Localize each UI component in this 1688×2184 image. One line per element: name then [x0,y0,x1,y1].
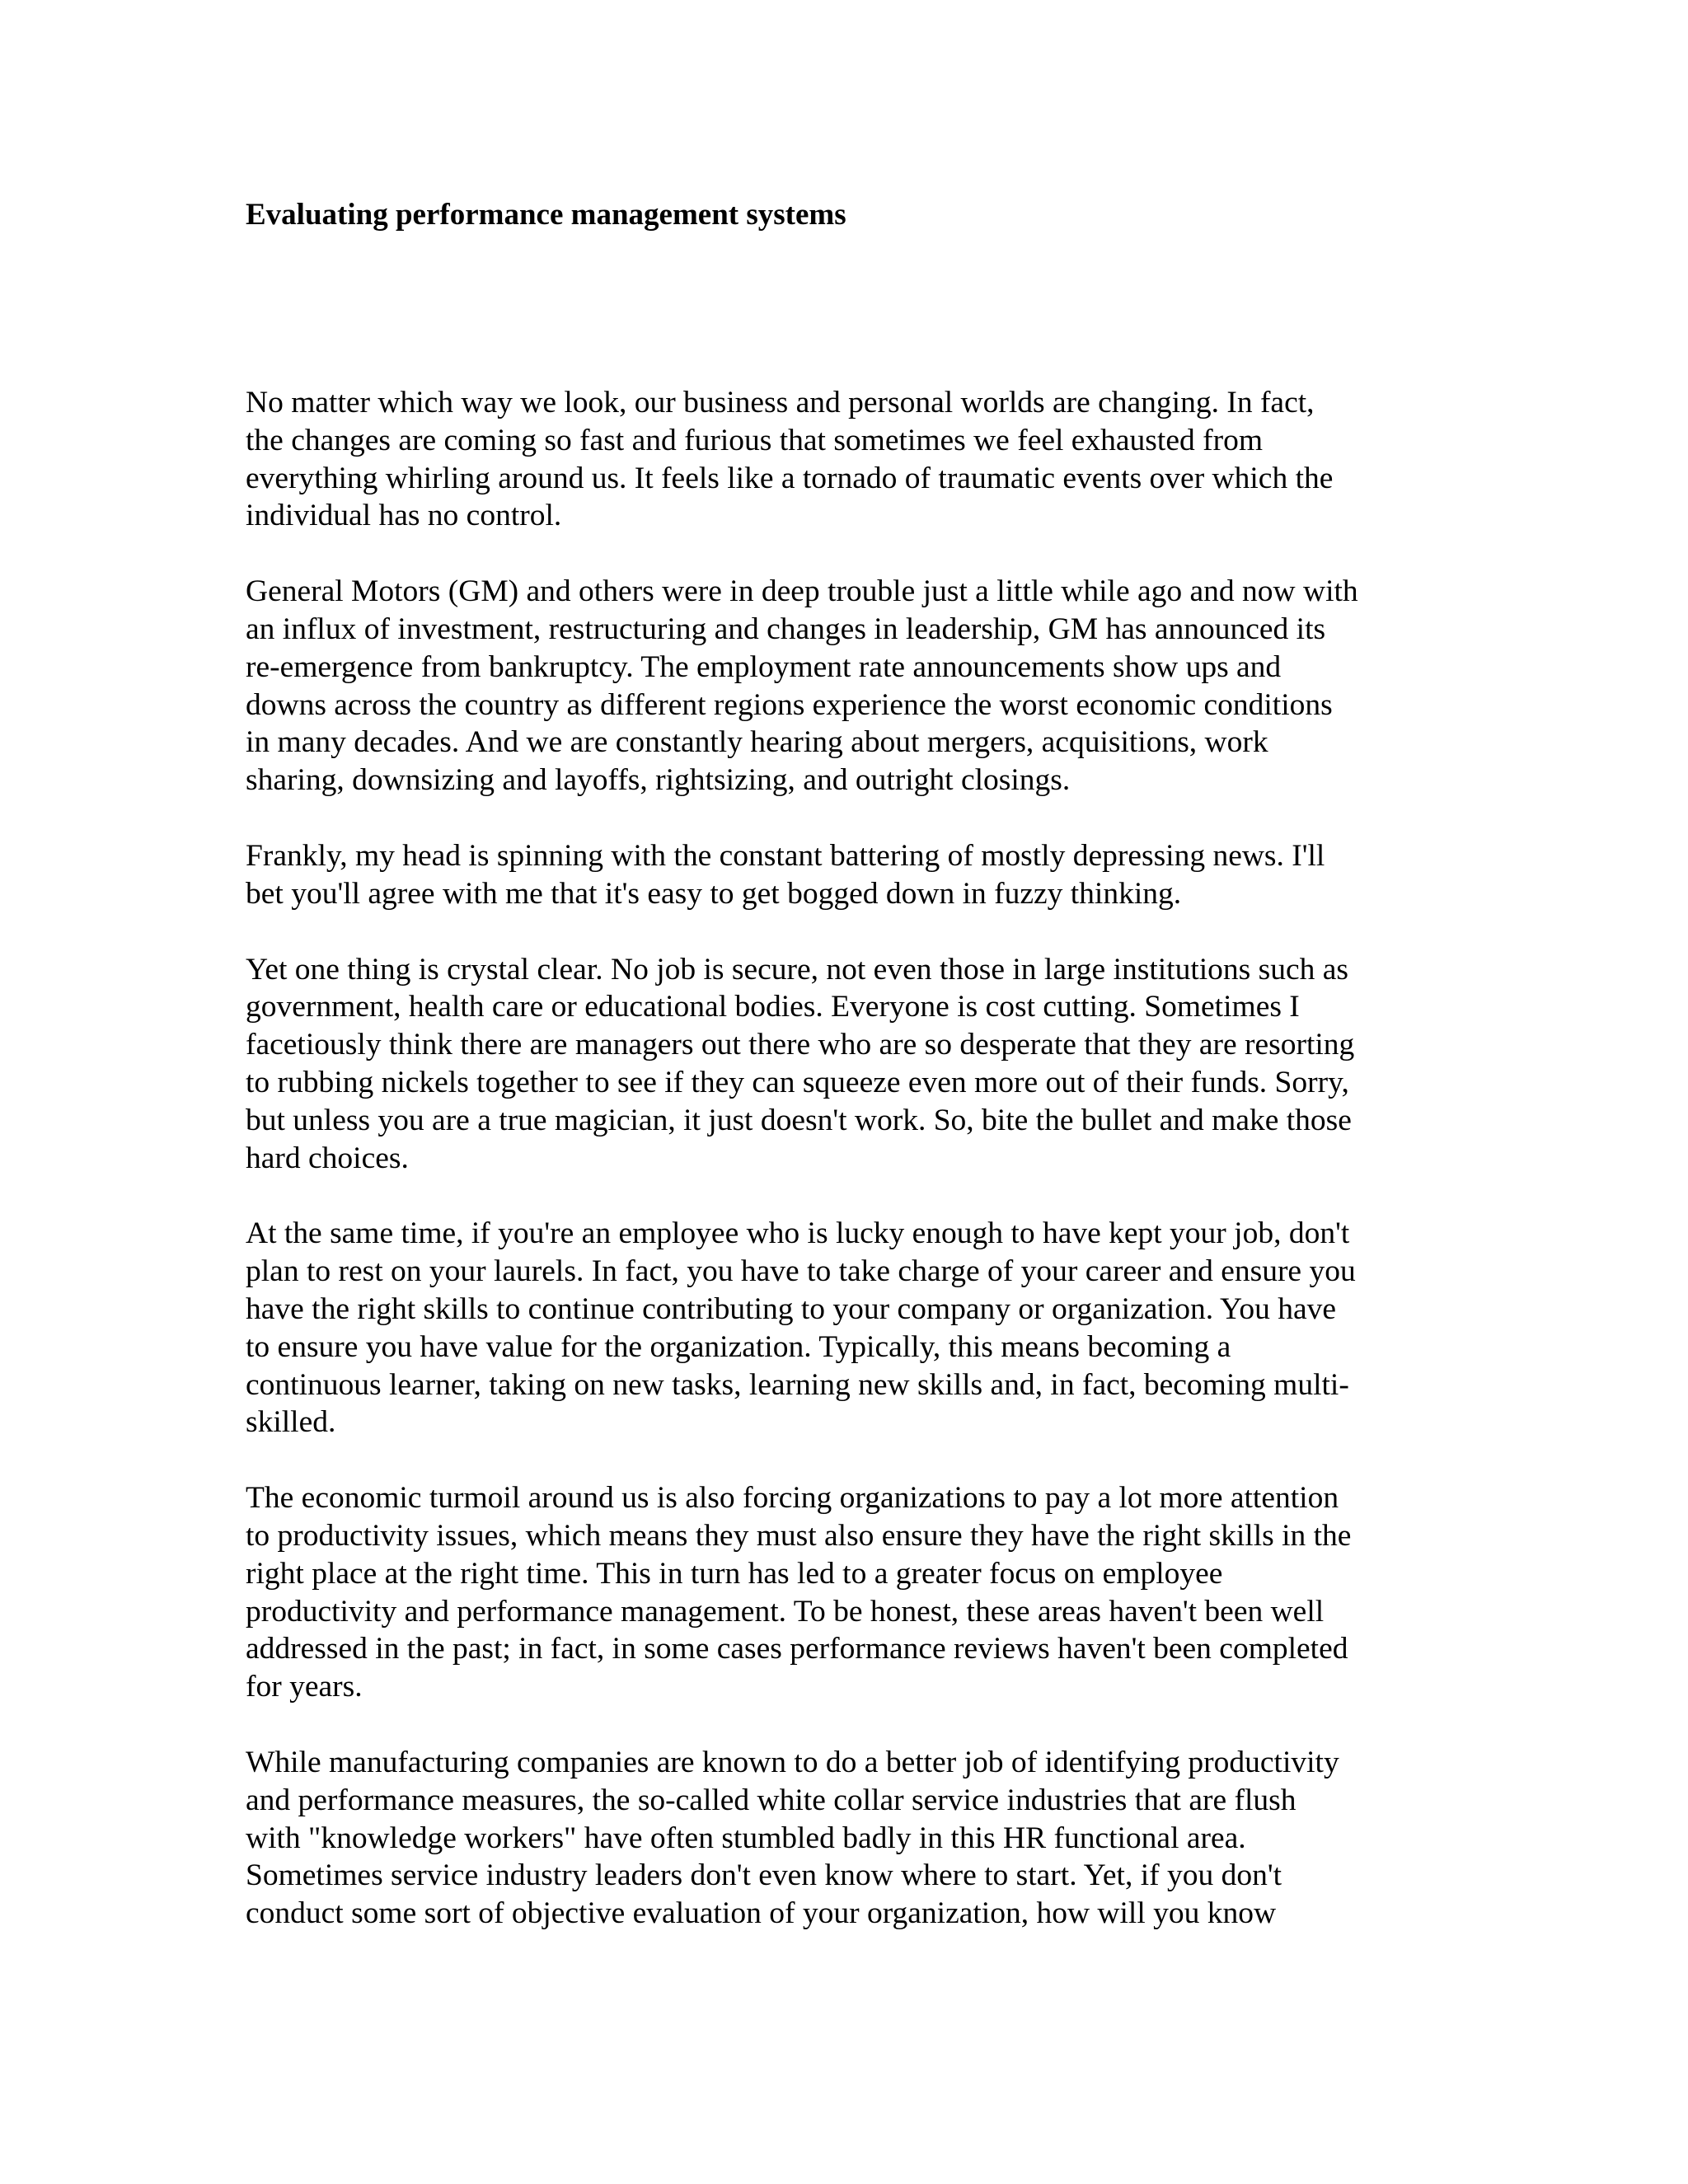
body-paragraph [246,837,1449,913]
paragraph-line: with "knowledge workers" have often stumbled badly in this HR functional area. [246,1821,1246,1855]
paragraph-line: have the right skills to continue contributing to your company or organization. You have [246,1291,1337,1326]
paragraph-line: productivity and performance management. To be honest, these areas haven't been well [246,1594,1325,1629]
paragraph-line: re-emergence from bankruptcy. The employment rate announcements show ups and [246,649,1282,684]
paragraph-line: to rubbing nickels together to see if they can squeeze even more out of their funds. Sorry, [246,1065,1349,1099]
document-body [246,384,1449,1971]
paragraph-line: skilled. [246,1405,336,1440]
body-paragraph [246,951,1449,1178]
paragraph-line: in many decades. And we are constantly hearing about mergers, acquisitions, work [246,725,1268,760]
paragraph-line: downs across the country as different regions experience the worst economic conditions [246,687,1333,722]
paragraph-line: to ensure you have value for the organization. Typically, this means becoming a [246,1329,1231,1364]
paragraph-line: bet you'll agree with me that it's easy to get bogged down in fuzzy thinking. [246,876,1182,911]
paragraph-line: sharing, downsizing and layoffs, rightsizing, and outright closings. [246,763,1071,798]
paragraph-line: While manufacturing companies are known to do a better job of identifying productivity [246,1745,1339,1779]
paragraph-line: plan to rest on your laurels. In fact, you have to take charge of your career and ensure you [246,1254,1356,1289]
body-paragraph [246,1479,1449,1706]
body-paragraph [246,573,1449,799]
paragraph-line: facetiously think there are managers out there who are so desperate that they are resorting [246,1028,1355,1062]
paragraph-line: Frankly, my head is spinning with the constant battering of mostly depressing news. I'll [246,838,1325,873]
paragraph-line: and performance measures, the so-called white collar service industries that are flush [246,1783,1296,1817]
paragraph-line: The economic turmoil around us is also forcing organizations to pay a lot more attention [246,1481,1339,1516]
paragraph-line: but unless you are a true magician, it just doesn't work. So, bite the bullet and make those [246,1103,1352,1137]
paragraph-line: Yet one thing is crystal clear. No job is secure, not even those in large institutions such as [246,952,1348,987]
paragraph-line: addressed in the past; in fact, in some cases performance reviews haven't been completed [246,1632,1348,1666]
paragraph-line: conduct some sort of objective evaluation of your organization, how will you know [246,1896,1277,1931]
paragraph-line: General Motors (GM) and others were in deep trouble just a little while ago and now with [246,574,1358,609]
paragraph-line: right place at the right time. This in turn has led to a greater focus on employee [246,1556,1223,1591]
paragraph-line: to productivity issues, which means they must also ensure they have the right skills in the [246,1518,1352,1553]
paragraph-line: the changes are coming so fast and furious that sometimes we feel exhausted from [246,423,1263,457]
paragraph-line: government, health care or educational bodies. Everyone is cost cutting. Sometimes I [246,990,1300,1024]
paragraph-line: for years. [246,1670,363,1704]
paragraph-line: individual has no control. [246,499,562,533]
paragraph-line: continuous learner, taking on new tasks, learning new skills and, in fact, becoming multi- [246,1367,1349,1402]
paragraph-line: No matter which way we look, our business and personal worlds are changing. In fact, [246,386,1315,419]
paragraph-line: everything whirling around us. It feels like a tornado of traumatic events over which the [246,461,1334,495]
document-title: Evaluating performance management systems [246,198,846,232]
body-paragraph [246,384,1449,535]
body-paragraph [246,1744,1449,1933]
body-paragraph [246,1215,1449,1441]
paragraph-line: an influx of investment, restructuring and changes in leadership, GM has announced its [246,612,1326,646]
paragraph-line: Sometimes service industry leaders don't even know where to start. Yet, if you don't [246,1858,1282,1893]
paragraph-line: At the same time, if you're an employee who is lucky enough to have kept your job, don't [246,1216,1350,1251]
paragraph-line: hard choices. [246,1141,409,1175]
